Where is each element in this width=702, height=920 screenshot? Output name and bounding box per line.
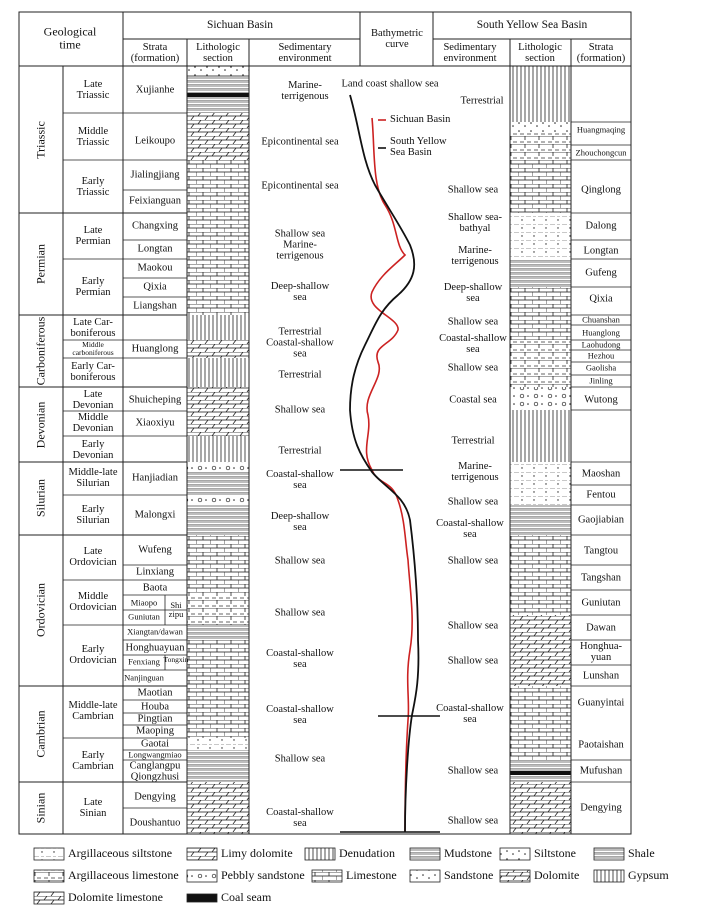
sichuan-env-1: Marine- terrigenous <box>281 79 329 102</box>
syb-strata-paotaishan: Paotaishan <box>578 739 624 751</box>
syb-strata-dalong: Dalong <box>585 220 617 232</box>
period-devonian: Devonian <box>33 401 48 449</box>
syb-strata-gaolisha: Gaolisha <box>585 362 617 373</box>
strata-tongxin: Tongxin <box>163 655 189 665</box>
strata-canglangpu: Canglangpu <box>129 760 181 772</box>
sichuan-env-6: Terrestrial Coastal-shallow sea <box>266 326 334 360</box>
epoch-middle-carboniferous: Middle carboniferous <box>72 340 114 357</box>
strata-changxing: Changxing <box>131 220 179 232</box>
sichuan-env-16: Shallow sea <box>274 753 326 765</box>
epoch-middle-late-silurian: Middle-late Silurian <box>68 466 118 489</box>
syb-env-1: Terrestrial <box>460 95 504 107</box>
syb-strata-tangshan: Tangshan <box>580 572 622 584</box>
bathy-top-label: Land coast shallow sea <box>341 78 439 90</box>
sichuan-env-9: Terrestrial <box>278 445 322 457</box>
syb-strata-lunshan: Lunshan <box>582 670 620 682</box>
strata-maokou: Maokou <box>137 262 173 274</box>
syb-env-17: Coastal-shallow sea <box>436 702 504 725</box>
strata-maoping: Maoping <box>136 725 174 737</box>
syb-strata-guniutan: Guniutan <box>581 597 621 609</box>
epoch-middle-late-cambrian: Middle-late Cambrian <box>68 699 118 722</box>
period-sinian: Sinian <box>33 792 48 824</box>
syb-strata-dawan: Dawan <box>586 622 616 634</box>
syb-strata-huangmaqing: Huangmaqing <box>576 124 626 135</box>
header-lithologic: Lithologic section <box>196 41 240 64</box>
syb-env-8: Shallow sea <box>447 362 499 374</box>
syb-strata-hezhou: Hezhou <box>587 350 615 361</box>
legend-shale: Shale <box>628 846 655 860</box>
period-ordovician: Ordovician <box>33 583 48 637</box>
syb-litho-column <box>510 66 571 834</box>
legend-dolomite-limestone: Dolomite limestone <box>68 890 163 904</box>
strata-feixianguan: Feixianguan <box>129 195 181 207</box>
strata-huanglong: Huanglong <box>131 343 179 355</box>
strata-gaotai: Gaotai <box>141 738 169 750</box>
bathy-legend-sichuan: Sichuan Basin <box>390 114 451 125</box>
epoch-middle-devonian: Middle Devonian <box>72 411 114 434</box>
header-syb-strata: Strata (formation) <box>576 41 626 64</box>
syb-strata-chuanshan: Chuanshan <box>582 314 620 325</box>
sichuan-env-17: Coastal-shallow sea <box>266 806 334 829</box>
epoch-late-devonian: Late Devonian <box>72 388 114 411</box>
sichuan-env-5: Deep-shallow sea <box>270 280 330 303</box>
syb-env-12: Shallow sea <box>447 496 499 508</box>
syb-env-19: Shallow sea <box>447 815 499 827</box>
strata-doushantuo: Doushantuo <box>129 817 181 829</box>
period-permian: Permian <box>33 244 48 284</box>
period-carboniferous: Carboniferous <box>33 316 48 386</box>
sichuan-env-7: Terrestrial <box>278 369 322 381</box>
period-cambrian: Cambrian <box>33 710 48 758</box>
strata-qixia: Qixia <box>143 281 167 293</box>
strata-baota: Baota <box>142 582 168 594</box>
syb-env-18: Shallow sea <box>447 765 499 777</box>
header-south-yellow-sea: South Yellow Sea Basin <box>476 18 588 31</box>
strata-wufeng: Wufeng <box>138 544 172 556</box>
syb-strata-longtan: Longtan <box>583 245 619 257</box>
syb-strata-guanyintai: Guanyintai <box>577 697 625 709</box>
strata-xiangtan-dawan: Xiangtan/dawan <box>127 626 183 637</box>
header-geological-time: Geological time <box>43 24 97 51</box>
syb-strata-laohudong: Laohudong <box>581 339 621 350</box>
syb-env-6: Shallow sea <box>447 316 499 328</box>
header-sichuan-basin: Sichuan Basin <box>206 18 274 31</box>
strata-houba: Houba <box>141 701 169 713</box>
syb-env-11: Marine- terrigenous <box>451 460 499 483</box>
strata-shuicheping: Shuicheping <box>128 394 182 406</box>
syb-env-10: Terrestrial <box>451 435 495 447</box>
legend-siltstone: Siltstone <box>534 846 577 860</box>
epoch-middle-triassic: Middle Triassic <box>76 125 110 148</box>
legend-gypsum: Gypsum <box>628 868 669 882</box>
syb-env-14: Shallow sea <box>447 555 499 567</box>
epoch-early-triassic: Early Triassic <box>76 175 110 198</box>
syb-strata-zhouchongcun: Zhouchongcun <box>575 147 627 158</box>
legend-pebbly-sandstone: Pebbly sandstone <box>221 868 305 882</box>
bathy-legend-syb: South Yellow Sea Basin <box>390 136 447 159</box>
strata-leikoupo: Leikoupo <box>134 135 176 147</box>
strata-longwangmiao: Longwangmiao <box>128 749 182 760</box>
epoch-late-ordovician: Late Ordovician <box>69 545 117 568</box>
legend-argillaceous-limestone: Argillaceous limestone <box>68 868 179 882</box>
strata-hanjiadian: Hanjiadian <box>131 472 179 484</box>
sichuan-env-15: Coastal-shallow sea <box>266 703 334 726</box>
period-silurian: Silurian <box>33 479 48 517</box>
epoch-early-devonian: Early Devonian <box>72 438 114 461</box>
period-triassic: Triassic <box>33 121 48 159</box>
syb-strata-huanglong: Huanglong <box>582 327 620 338</box>
syb-env-13: Coastal-shallow sea <box>436 517 504 540</box>
epoch-early-permian: Early Permian <box>75 275 111 298</box>
legend-coal-seam: Coal seam <box>221 890 272 904</box>
epoch-early-silurian: Early Silurian <box>76 503 110 526</box>
epoch-early-carboniferous: Early Car- boniferous <box>70 360 116 383</box>
strata-guniutan: Guniutan <box>128 611 160 622</box>
strata-dengying: Dengying <box>134 791 176 803</box>
strata-liangshan: Liangshan <box>133 300 177 312</box>
syb-strata-wutong: Wutong <box>584 394 618 406</box>
syb-strata-fentou: Fentou <box>586 489 616 501</box>
strata-xiaoxiyu: Xiaoxiyu <box>135 417 175 429</box>
bathymetric-curves <box>340 95 440 832</box>
strata-maotian: Maotian <box>137 687 173 699</box>
sichuan-env-3: Epicontinental sea <box>261 180 339 192</box>
syb-strata-gaojiabian: Gaojiabian <box>577 514 625 526</box>
syb-env-15: Shallow sea <box>447 620 499 632</box>
syb-env-4: Marine- terrigenous <box>451 244 499 267</box>
epoch-late-triassic: Late Triassic <box>76 78 110 101</box>
syb-strata-jinling: Jinling <box>589 375 613 386</box>
syb-strata-dengying: Dengying <box>580 802 622 814</box>
header-syb-sedimentary: Sedimentary environment <box>443 41 497 64</box>
epoch-late-sinian: Late Sinian <box>79 796 107 819</box>
epoch-middle-ordovician: Middle Ordovician <box>69 590 117 613</box>
sichuan-env-2: Epicontinental sea <box>261 136 339 148</box>
syb-strata-qinglong: Qinglong <box>581 184 621 196</box>
strata-jialingjiang: Jialingjiang <box>130 169 180 181</box>
syb-strata-maoshan: Maoshan <box>581 468 621 480</box>
syb-env-2: Shallow sea <box>447 184 499 196</box>
strata-malongxi: Malongxi <box>134 509 176 521</box>
syb-strata-tangtou: Tangtou <box>583 545 619 557</box>
syb-strata-honghuayuan: Honghua- yuan <box>580 640 622 663</box>
header-bathymetric-curve: Bathymetric curve <box>371 27 423 50</box>
legend-limestone: Limestone <box>346 868 397 882</box>
syb-env-7: Coastal-shallow sea <box>439 332 507 355</box>
epoch-late-carboniferous: Late Car- boniferous <box>70 316 116 339</box>
legend-limy-dolomite: Limy dolomite <box>221 846 293 860</box>
sichuan-env-11: Deep-shallow sea <box>270 510 330 533</box>
strata-miaopo: Miaopo <box>130 597 158 608</box>
header-syb-lithologic: Lithologic section <box>518 41 562 64</box>
sichuan-bathy-curve <box>367 118 413 832</box>
strata-longtan: Longtan <box>137 243 173 255</box>
strata-nanjinguan: Nanjinguan <box>124 672 164 683</box>
sichuan-env-4: Shallow sea Marine- terrigenous <box>274 228 326 262</box>
epoch-late-permian: Late Permian <box>75 224 111 247</box>
syb-env-16: Shallow sea <box>447 655 499 667</box>
strata-honghuayuan: Honghuayuan <box>125 642 185 654</box>
syb-strata-qixia: Qixia <box>589 293 613 305</box>
legend-sandstone: Sandstone <box>444 868 494 882</box>
syb-env-5: Deep-shallow sea <box>443 281 503 304</box>
header-strata: Strata (formation) <box>130 41 180 64</box>
strata-fenxiang: Fenxiang <box>128 656 160 667</box>
strata-pingtian: Pingtian <box>137 713 173 725</box>
legend-argillaceous-siltstone: Argillaceous siltstone <box>68 846 173 860</box>
legend-denudation: Denudation <box>339 846 395 860</box>
strata-xujianhe: Xujianhe <box>135 84 175 96</box>
sichuan-env-14: Coastal-shallow sea <box>266 647 334 670</box>
sichuan-env-10: Coastal-shallow sea <box>266 468 334 491</box>
sichuan-env-13: Shallow sea <box>274 607 326 619</box>
sichuan-env-12: Shallow sea <box>274 555 326 567</box>
sichuan-env-8: Shallow sea <box>274 404 326 416</box>
legend-mudstone: Mudstone <box>444 846 492 860</box>
sichuan-litho-column <box>187 66 249 834</box>
strata-shizipu: Shi zipu <box>168 600 184 619</box>
epoch-early-cambrian: Early Cambrian <box>72 749 114 772</box>
syb-env-9: Coastal sea <box>449 394 497 406</box>
syb-env-3: Shallow sea- bathyal <box>448 211 502 234</box>
syb-strata-gufeng: Gufeng <box>585 267 617 279</box>
legend-dolomite: Dolomite <box>534 868 580 882</box>
header-sedimentary: Sedimentary environment <box>278 41 332 64</box>
strata-qiongzhusi: Qiongzhusi <box>130 771 180 783</box>
epoch-early-ordovician: Early Ordovician <box>69 643 117 666</box>
syb-strata-mufushan: Mufushan <box>579 765 623 777</box>
strata-linxiang: Linxiang <box>136 566 174 578</box>
